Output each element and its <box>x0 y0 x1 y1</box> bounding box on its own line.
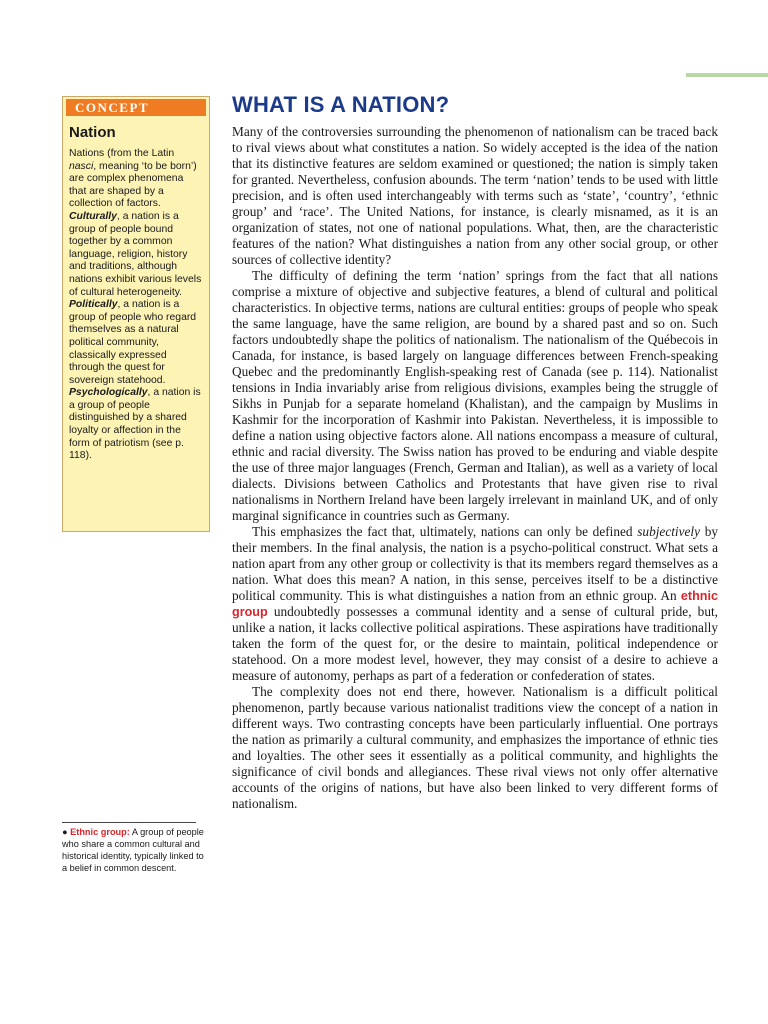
text-run: The difficulty of defining the term ‘nation’ springs from the fact that all nations comprise a mixture of objective and subjective features, a blend of cultural and political characteristics. In objective terms, nations are cultural entities: groups of people who speak the same language, have the same religion, are bound by a shared past and so on. Such factors undoubtedly shape the politics of nationalism. The nationalism of the Québecois in Canada, for instance, is based largely on language differences between French-speaking Quebec and the predominantly English-speaking rest of Canada (see p. 114). Nationalist tensions in India invariably arise from religious divisions, examples being the struggle of Sikhs in Punjab for a separate homeland (Khalistan), and the campaign by Muslims in Kashmir for the incorporation of Kashmir into Pakistan. Nevertheless, it is impossible to define a nation using objective factors alone. All nations encompass a measure of cultural, ethnic and racial diversity. The Swiss nation has proved to be enduring and viable despite the use of three major languages (French, German and Italian), as well as a variety of local dialects. Divisions between Catholics and Protestants that have given rise to rival nationalisms in Northern Ireland have been largely irrelevant in mainland UK, and of only marginal significance in countries such as Germany. <box>232 268 718 523</box>
emphasis-text: Politically <box>69 299 118 311</box>
text-run: Many of the controversies surrounding the phenomenon of nationalism can be traced back to rival views about what constitutes a nation. So widely accepted is the idea of the nation that its distinctive features are seldom examined or questioned; the nation is simply taken for granted. Nevertheless, confusion abounds. The term ‘nation’ tends to be used with little precision, and is often used interchangeably with terms such as ‘state’, ‘country’, ‘ethnic group’ and ‘race’. The United Nations, for instance, is clearly misnamed, as it is an organization of states, not one of national populations. What, then, are the characteristic features of the nation? What distinguishes a nation from any other social group, or other sources of collective identity? <box>232 124 718 267</box>
section-heading: WHAT IS A NATION? <box>232 92 450 117</box>
key-term: ethnic group <box>232 589 718 619</box>
emphasis-text: subjectively <box>637 524 701 539</box>
paragraph <box>232 684 718 812</box>
header-accent-rule <box>686 73 768 77</box>
emphasis-text: Culturally <box>69 210 117 222</box>
text-run: This emphasizes the fact that, ultimately, nations can only be defined <box>252 524 638 539</box>
text-run: , a nation is a group of people bound together by a common language, religion, history and traditions, although nations exhibit various levels of cultural heterogeneity. <box>69 210 202 298</box>
text-run: , meaning ‘to be born’) are complex phenomena that are shaped by a collection of factors. <box>69 160 197 210</box>
concept-box <box>62 96 210 532</box>
margin-note <box>62 826 210 874</box>
margin-note-term: Ethnic group: <box>70 827 130 837</box>
text-run: The complexity does not end there, however. Nationalism is a difficult political phenomenon, partly because various nationalist traditions view the concept of a nation in different ways. Two contrasting concepts have been particularly influential. One portrays the nation as primarily a cultural community, and emphasizes the importance of ethnic ties and loyalties. The other sees it essentially as a political community, and highlights the significance of civil bonds and allegiances. These rival views not only offer alternative accounts of the origins of nations, but have also been linked to very different forms of nationalism. <box>232 684 718 811</box>
emphasis-text: Psychologically <box>69 387 148 399</box>
text-run: Nations (from the Latin <box>69 148 175 159</box>
bullet-icon: ● <box>62 827 68 837</box>
italic-text: nasci <box>69 160 94 172</box>
paragraph <box>232 268 718 524</box>
text-run: undoubtedly possesses a communal identity and a sense of cultural pride, but, unlike a nation, it lacks collective political aspirations. These aspirations have traditionally taken the form of the quest for, or the desire to maintain, political independence or statehood. On a more modest level, however, they may consist of a desire to achieve a measure of autonomy, perhaps as part of a federation or confederation of states. <box>232 604 718 683</box>
paragraph <box>232 124 718 268</box>
text-run: by their members. In the final analysis, the nation is a psycho-political construct. What sets a nation apart from any other group or collectivity is that its members regard themselves as a nation. What does this mean? A nation, in this sense, perceives itself to be a distinctive political community. This is what distinguishes a nation from an ethnic group. An <box>232 524 719 603</box>
text-run: , a nation is a group of people who regard themselves as a natural political community, classically expressed through the quest for sovereign statehood. <box>69 299 197 386</box>
text-run: , a nation is a group of people distinguished by a shared loyalty or affection in the form of patriotism (see p. 118). <box>69 387 201 462</box>
concept-definition <box>69 148 203 463</box>
margin-note-definition: A group of people who share a common cultural and historical identity, typically linked to a belief in common descent. <box>62 827 204 874</box>
margin-note-rule <box>62 822 196 823</box>
concept-label: CONCEPT <box>66 99 206 116</box>
paragraph <box>232 524 718 684</box>
article-body <box>232 124 718 812</box>
concept-title: Nation <box>69 124 116 141</box>
